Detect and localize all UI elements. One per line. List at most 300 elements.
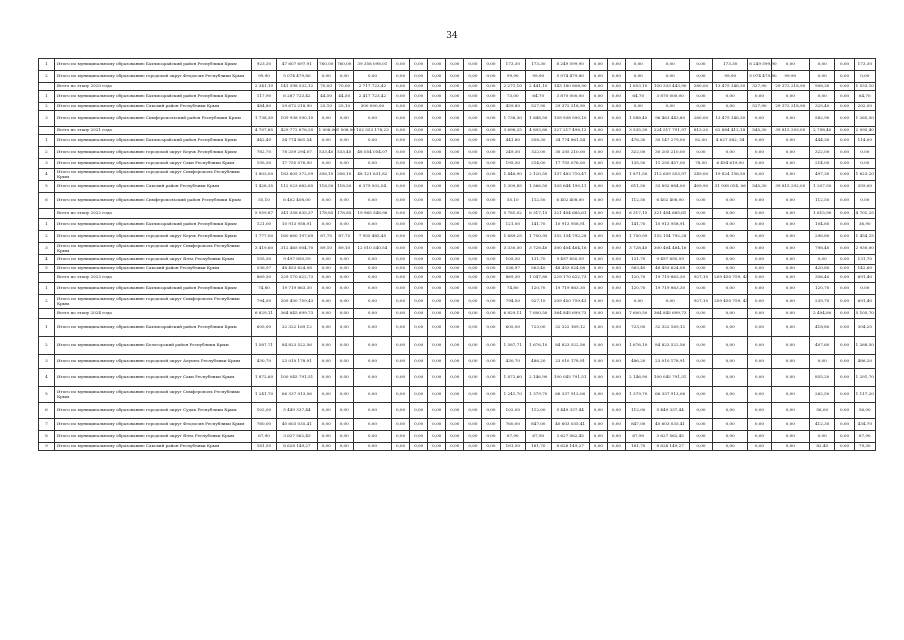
table-cell: 0,00 bbox=[771, 159, 809, 169]
table-cell: 3 698,25 bbox=[500, 127, 526, 135]
table-cell: 300 000,00 bbox=[353, 103, 391, 111]
table-cell: 5 074 479,80 bbox=[748, 71, 771, 83]
table-cell: 0,00 bbox=[482, 209, 500, 219]
table-cell: 0,00 bbox=[713, 309, 748, 319]
table-cell: 32 322 169,12 bbox=[551, 319, 589, 337]
table-cell: 0,00 bbox=[428, 355, 446, 369]
table-cell: 459,80 bbox=[500, 103, 526, 111]
table-cell: 0,00 bbox=[482, 219, 500, 231]
table-cell: 536,97 bbox=[500, 265, 526, 273]
table-cell: 0,00 bbox=[317, 295, 335, 309]
table-cell: 0,00 bbox=[748, 91, 771, 103]
table-total-row bbox=[39, 209, 876, 219]
table-cell: 0,00 bbox=[392, 273, 410, 283]
table-cell: 173,30 bbox=[500, 59, 526, 71]
table-cell: 23 010 178,91 bbox=[277, 355, 317, 369]
table-cell: 691,40 bbox=[854, 295, 875, 309]
table-cell: 0,00 bbox=[392, 369, 410, 387]
table-cell: 359,00 bbox=[854, 181, 875, 193]
table-cell: 0,00 bbox=[835, 111, 854, 127]
table-cell: 11 250 457,00 bbox=[651, 159, 689, 169]
table-cell: 0,00 bbox=[428, 71, 446, 83]
table-cell: 0,00 bbox=[317, 193, 335, 209]
table-cell: 908,30 bbox=[809, 83, 835, 91]
table-cell: 89,10 bbox=[335, 243, 353, 255]
table-cell: 0,00 bbox=[428, 337, 446, 355]
table-cell: 0,00 bbox=[607, 255, 625, 265]
table-cell: 300 404 464,16 bbox=[551, 243, 589, 255]
table-cell: 0,00 bbox=[589, 273, 607, 283]
table-cell: 760,00 bbox=[335, 59, 353, 71]
table-cell: 229 170 622,73 bbox=[551, 273, 589, 283]
table-cell: 0,00 bbox=[589, 283, 607, 295]
table-cell: 0,00 bbox=[689, 419, 712, 431]
table-cell: 723,00 bbox=[625, 319, 651, 337]
municipality-name: Всего по этапу 2023 года bbox=[54, 273, 251, 283]
table-cell: 0,00 bbox=[446, 283, 464, 295]
table-cell: 0,00 bbox=[446, 71, 464, 83]
table-cell: 0,00 bbox=[771, 91, 809, 103]
table-cell: 0,00 bbox=[748, 265, 771, 273]
table-cell: 533,40 bbox=[317, 147, 335, 159]
row-number: 5 bbox=[39, 387, 55, 403]
table-cell: 0,00 bbox=[446, 169, 464, 181]
table-cell: 3 870 000,00 bbox=[651, 91, 689, 103]
row-number: 2 bbox=[39, 103, 55, 111]
table-cell: 0,00 bbox=[410, 243, 428, 255]
table-cell: 0,00 bbox=[335, 71, 353, 83]
table-cell: 0,00 bbox=[392, 209, 410, 219]
table-cell: 0,00 bbox=[482, 369, 500, 387]
table-cell: 855,20 bbox=[809, 369, 835, 387]
table-cell: 25,10 bbox=[335, 103, 353, 111]
table-cell: 0,00 bbox=[482, 273, 500, 283]
row-number: 7 bbox=[39, 419, 55, 431]
table-total-row bbox=[39, 127, 876, 135]
table-cell: 0,00 bbox=[771, 295, 809, 309]
table-cell: 0,00 bbox=[713, 209, 748, 219]
table-cell: 0,00 bbox=[335, 309, 353, 319]
table-cell: 0,00 bbox=[771, 355, 809, 369]
table-cell: 141,70 bbox=[625, 219, 651, 231]
table-cell: 0,00 bbox=[771, 403, 809, 419]
table-cell: 0,00 bbox=[589, 91, 607, 103]
table-cell: 0,00 bbox=[482, 111, 500, 127]
table-cell: 55,10 bbox=[500, 193, 526, 209]
table-cell: 31 938 014, 06 bbox=[713, 181, 748, 193]
table-cell: 2 798,40 bbox=[809, 127, 835, 135]
table-row bbox=[39, 443, 876, 451]
table-cell: 0,00 bbox=[771, 59, 809, 71]
table-cell: 0,00 bbox=[835, 387, 854, 403]
table-cell: 9 497 850,59 bbox=[551, 255, 589, 265]
table-cell: 112 659 553,97 bbox=[651, 169, 689, 181]
table-cell: 0,00 bbox=[771, 369, 809, 387]
table-cell: 429 772 676,35 bbox=[277, 127, 317, 135]
table-cell: 0,00 bbox=[748, 135, 771, 147]
table-cell: 40 603 035,41 bbox=[651, 419, 689, 431]
municipality-name: Итого по муниципальному образованию городской округ Судак Республики Крым bbox=[54, 403, 251, 419]
table-cell: 1 587,71 bbox=[500, 337, 526, 355]
table-cell: 0,00 bbox=[353, 369, 391, 387]
table-cell: 79,30 bbox=[854, 443, 875, 451]
table-cell: 0,00 bbox=[428, 255, 446, 265]
table-cell: 0,00 bbox=[589, 295, 607, 309]
table-cell: 0,00 bbox=[335, 369, 353, 387]
table-cell: 0,00 bbox=[748, 219, 771, 231]
table-cell: 84 823 522,56 bbox=[551, 337, 589, 355]
table-cell: 0,00 bbox=[713, 103, 748, 111]
table-cell: 0,00 bbox=[392, 319, 410, 337]
table-cell: 0,00 bbox=[835, 443, 854, 451]
table-cell: 100 045 791,51 bbox=[651, 369, 689, 387]
table-cell: 34 774 861,54 bbox=[277, 135, 317, 147]
table-cell: 0,00 bbox=[446, 231, 464, 243]
table-cell: 0,00 bbox=[464, 181, 482, 193]
table-cell: 0,00 bbox=[428, 59, 446, 71]
table-cell: 0,00 bbox=[335, 419, 353, 431]
row-number: 1 bbox=[39, 59, 55, 71]
municipality-name: Итого по муниципальному образованию Бахчисарайский район Республики Крым bbox=[54, 283, 251, 295]
table-cell: 0,00 bbox=[854, 71, 875, 83]
table-cell: 0,00 bbox=[410, 369, 428, 387]
table-cell: 0,00 bbox=[317, 219, 335, 231]
row-number: 1 bbox=[39, 91, 55, 103]
row-number: 3 bbox=[39, 355, 55, 369]
table-cell: 0,00 bbox=[835, 243, 854, 255]
table-cell: 0,00 bbox=[428, 231, 446, 243]
table-cell: 0,00 bbox=[713, 443, 748, 451]
table-row bbox=[39, 159, 876, 169]
table-cell: 0,00 bbox=[392, 127, 410, 135]
table-cell: 141,70 bbox=[526, 219, 552, 231]
table-cell: 782,70 bbox=[251, 147, 277, 159]
table-cell: 0,00 bbox=[689, 91, 712, 103]
table-cell: 100 333 443,90 bbox=[651, 83, 689, 91]
municipality-name: Всего по этапу 2024 года bbox=[54, 309, 251, 319]
table-cell: 1 241,70 bbox=[251, 387, 277, 403]
table-row bbox=[39, 419, 876, 431]
table-cell: 0,00 bbox=[446, 147, 464, 159]
table-cell: 8 628 149,27 bbox=[551, 443, 589, 451]
table-cell: 847,00 bbox=[526, 419, 552, 431]
table-cell: 120,70 bbox=[625, 283, 651, 295]
table-cell: 0,00 bbox=[482, 169, 500, 181]
table-cell: 135,50 bbox=[625, 159, 651, 169]
table-cell: 3 728,40 bbox=[526, 243, 552, 255]
table-row bbox=[39, 111, 876, 127]
row-number: 6 bbox=[39, 193, 55, 209]
table-cell: 0,00 bbox=[446, 265, 464, 273]
row-number: 5 bbox=[39, 181, 55, 193]
table-cell: 82,00 bbox=[689, 135, 712, 147]
table-cell: 0,00 bbox=[607, 355, 625, 369]
table-cell: 407,60 bbox=[809, 337, 835, 355]
table-cell: 3 627 562,45 bbox=[651, 431, 689, 443]
table-cell: 0,00 bbox=[317, 265, 335, 273]
table-cell: 47 607 697,91 bbox=[277, 59, 317, 71]
table-cell: 0,00 bbox=[771, 209, 809, 219]
table-cell: 691,40 bbox=[854, 273, 875, 283]
table-cell: 0,00 bbox=[625, 103, 651, 111]
table-cell: 760,00 bbox=[317, 59, 335, 71]
table-cell: 486,20 bbox=[526, 355, 552, 369]
row-number: 9 bbox=[39, 443, 55, 451]
table-cell: 6 379 502,54 bbox=[353, 181, 391, 193]
table-cell: 67,90 bbox=[625, 431, 651, 443]
table-cell: 605,00 bbox=[251, 319, 277, 337]
table-cell: 364 845 699,73 bbox=[277, 309, 317, 319]
table-cell: 0,00 bbox=[651, 103, 689, 111]
table-cell: 869,30 bbox=[500, 273, 526, 283]
table-cell: 0,00 bbox=[428, 103, 446, 111]
table-cell: 0,00 bbox=[446, 273, 464, 283]
table-cell: 0,00 bbox=[589, 127, 607, 135]
row-number: 2 bbox=[39, 337, 55, 355]
row-number: 3 bbox=[39, 243, 55, 255]
table-cell: 563,40 bbox=[526, 265, 552, 273]
table-cell: 0,00 bbox=[835, 181, 854, 193]
table-cell: 3 728,40 bbox=[625, 243, 651, 255]
table-cell: 64,70 bbox=[854, 91, 875, 103]
table-cell: 322,00 bbox=[809, 147, 835, 159]
table-cell: 0,00 bbox=[589, 147, 607, 159]
table-cell: 813,20 bbox=[689, 127, 712, 135]
table-cell: 0,00 bbox=[446, 403, 464, 419]
table-cell: 5 781,02 bbox=[500, 209, 526, 219]
table-cell: 112 023 682,65 bbox=[277, 181, 317, 193]
table-cell: 109 938 590,10 bbox=[551, 111, 589, 127]
table-cell: 0,00 bbox=[835, 209, 854, 219]
table-cell: 0,00 bbox=[835, 231, 854, 243]
table-cell: 0,00 bbox=[392, 83, 410, 91]
table-cell: 0,00 bbox=[771, 265, 809, 273]
table-cell: 0,00 bbox=[589, 243, 607, 255]
table-cell: 0,00 bbox=[410, 443, 428, 451]
table-cell: 300 404 464,16 bbox=[651, 243, 689, 255]
table-row bbox=[39, 147, 876, 159]
table-cell: 0,00 bbox=[607, 169, 625, 181]
table-cell: 0,00 bbox=[835, 319, 854, 337]
table-cell: 0,00 bbox=[335, 273, 353, 283]
table-cell: 0,00 bbox=[589, 219, 607, 231]
table-cell: 29 672 218,90 bbox=[277, 103, 317, 111]
table-cell: 8 249 599,90 bbox=[748, 59, 771, 71]
table-cell: 78,50 bbox=[689, 159, 712, 169]
table-row bbox=[39, 231, 876, 243]
table-cell: 10 913 958,91 bbox=[651, 219, 689, 231]
table-cell: 304,20 bbox=[854, 319, 875, 337]
page-number: 34 bbox=[446, 31, 458, 41]
table-cell: 0,00 bbox=[410, 309, 428, 319]
table-cell: 0,00 bbox=[464, 193, 482, 209]
table-cell: 430,70 bbox=[251, 355, 277, 369]
table-cell: 0,00 bbox=[482, 243, 500, 255]
table-cell: 0,00 bbox=[410, 91, 428, 103]
table-cell: 430,70 bbox=[500, 355, 526, 369]
table-cell: 0,00 bbox=[713, 387, 748, 403]
municipality-name: Итого по муниципальному образованию Бахчисарайский район Республики Крым bbox=[54, 59, 251, 71]
table-cell: 1 803,00 bbox=[251, 169, 277, 181]
table-cell: 0,00 bbox=[428, 169, 446, 181]
table-cell: 70,00 bbox=[335, 83, 353, 91]
table-cell: 6 402 408,00 bbox=[651, 193, 689, 209]
table-cell: 209 450 759,43 bbox=[551, 295, 589, 309]
table-cell: 0,00 bbox=[335, 443, 353, 451]
table-cell: 1 268,50 bbox=[854, 337, 875, 355]
table-cell: 0,00 bbox=[713, 255, 748, 265]
table-cell: 0,00 bbox=[607, 111, 625, 127]
table-cell: 62 884 412,18 bbox=[713, 127, 748, 135]
table-cell: 161,70 bbox=[625, 443, 651, 451]
table-cell: 0,00 bbox=[410, 169, 428, 181]
table-cell: 0,00 bbox=[835, 147, 854, 159]
table-cell: 0,00 bbox=[317, 403, 335, 419]
table-cell: 1 446,90 bbox=[500, 169, 526, 181]
table-cell: 558,30 bbox=[526, 135, 552, 147]
table-cell: 0,00 bbox=[428, 193, 446, 209]
table-cell: 0,00 bbox=[689, 59, 712, 71]
table-cell: 0,00 bbox=[589, 83, 607, 91]
row-number: 3 bbox=[39, 159, 55, 169]
table-cell: 0,00 bbox=[464, 103, 482, 111]
table-cell: 209 450 759,43 bbox=[277, 295, 317, 309]
row-number: 5 bbox=[39, 265, 55, 273]
table-cell: 0,00 bbox=[748, 193, 771, 209]
table-cell: 0,00 bbox=[353, 111, 391, 127]
table-cell: 0,00 bbox=[607, 369, 625, 387]
table-cell: 74,80 bbox=[251, 283, 277, 295]
table-cell: 32 322 169,12 bbox=[651, 319, 689, 337]
table-cell: 64,70 bbox=[625, 91, 651, 103]
table-cell: 0,00 bbox=[748, 283, 771, 295]
table-cell: 48 453 624,08 bbox=[551, 265, 589, 273]
table-cell: 0,00 bbox=[392, 103, 410, 111]
table-cell: 3 535,30 bbox=[625, 127, 651, 135]
table-cell: 321 404 685,61 bbox=[551, 209, 589, 219]
table-cell: 794,50 bbox=[500, 295, 526, 309]
table-cell: 0,00 bbox=[464, 91, 482, 103]
table-cell: 5 105,70 bbox=[854, 309, 875, 319]
municipality-name: Итого по муниципальному образованию городской округ Симферополь Республики Крым bbox=[54, 387, 251, 403]
table-cell: 0,00 bbox=[482, 83, 500, 91]
table-cell: 0,00 bbox=[689, 283, 712, 295]
table-cell: 161,70 bbox=[526, 443, 552, 451]
table-cell: 19 719 863,30 bbox=[551, 283, 589, 295]
table-cell: 0,00 bbox=[651, 295, 689, 309]
table-cell: 1 117,20 bbox=[854, 387, 875, 403]
table-cell: 322,00 bbox=[526, 147, 552, 159]
table-cell: 2 271,10 bbox=[500, 83, 526, 91]
table-cell: 1 676,10 bbox=[625, 337, 651, 355]
table-cell: 0,00 bbox=[428, 309, 446, 319]
table-cell: 1 587,71 bbox=[251, 337, 277, 355]
table-cell: 142,60 bbox=[854, 265, 875, 273]
row-number: 2 bbox=[39, 147, 55, 159]
table-cell: 0,00 bbox=[410, 231, 428, 243]
table-cell: 0,00 bbox=[809, 255, 835, 265]
table-cell: 0,00 bbox=[353, 337, 391, 355]
table-cell: 0,00 bbox=[607, 265, 625, 273]
table-cell: 0,00 bbox=[446, 209, 464, 219]
table-cell: 73,00 bbox=[500, 91, 526, 103]
table-row bbox=[39, 255, 876, 265]
table-cell: 0,00 bbox=[317, 387, 335, 403]
table-cell: 195,30 bbox=[251, 159, 277, 169]
row-number: 2 bbox=[39, 71, 55, 83]
table-cell: 5 449 337,44 bbox=[277, 403, 317, 419]
table-cell: 0,00 bbox=[428, 295, 446, 309]
table-cell: 0,00 bbox=[771, 443, 809, 451]
table-cell: 0,00 bbox=[446, 319, 464, 337]
table-cell: 0,00 bbox=[428, 135, 446, 147]
table-cell: 0,00 bbox=[335, 265, 353, 273]
table-cell: 0,00 bbox=[713, 265, 748, 273]
municipality-name: Итого по муниципальному образованию Сакский район Республики Крым bbox=[54, 181, 251, 193]
table-cell: 0,00 bbox=[589, 319, 607, 337]
table-cell: 0,00 bbox=[410, 135, 428, 147]
table-cell: 23 010 178,91 bbox=[651, 355, 689, 369]
table-cell: 0,00 bbox=[482, 59, 500, 71]
table-cell: 0,00 bbox=[410, 319, 428, 337]
table-cell: 3 330,50 bbox=[500, 243, 526, 255]
table-cell: 160 660 197,69 bbox=[277, 231, 317, 243]
table-cell: 0,00 bbox=[353, 265, 391, 273]
table-cell: 0,00 bbox=[835, 265, 854, 273]
table-cell: 0,00 bbox=[607, 243, 625, 255]
table-cell: 923,30 bbox=[251, 59, 277, 71]
table-cell: 0,00 bbox=[689, 443, 712, 451]
table-cell: 0,00 bbox=[446, 111, 464, 127]
table-cell: 0,00 bbox=[482, 91, 500, 103]
table-cell: 0,00 bbox=[713, 337, 748, 355]
table-cell: 7 600,50 bbox=[526, 309, 552, 319]
table-cell: 0,00 bbox=[392, 387, 410, 403]
table-row bbox=[39, 193, 876, 209]
table-cell: 0,00 bbox=[464, 127, 482, 135]
table-cell: 0,00 bbox=[835, 337, 854, 355]
table-cell: 36,90 bbox=[854, 219, 875, 231]
table-cell: 249,00 bbox=[689, 169, 712, 181]
table-cell: 3 870 000,00 bbox=[551, 91, 589, 103]
table-cell: 0,00 bbox=[464, 403, 482, 419]
table-cell: 0,00 bbox=[835, 135, 854, 147]
table-cell: 0,00 bbox=[482, 193, 500, 209]
table-cell: 178,85 bbox=[335, 209, 353, 219]
table-row bbox=[39, 59, 876, 71]
table-cell: 87,75 bbox=[335, 231, 353, 243]
table-cell: 0,00 bbox=[353, 71, 391, 83]
table-cell: 2 341,10 bbox=[251, 83, 277, 91]
table-cell: 0,00 bbox=[809, 355, 835, 369]
table-cell: 2 417 723,42 bbox=[353, 91, 391, 103]
table-cell: 0,00 bbox=[771, 387, 809, 403]
table-cell: 99,90 bbox=[771, 71, 809, 83]
table-cell: 0,00 bbox=[748, 209, 771, 219]
table-cell: 545,30 bbox=[748, 127, 771, 135]
table-cell: 3 627 562,45 bbox=[551, 431, 589, 443]
municipality-name: Итого по муниципальному образованию городской округ Ялта Республики Крым bbox=[54, 255, 251, 265]
table-cell: 48 453 624,08 bbox=[651, 265, 689, 273]
table-cell: 0,00 bbox=[428, 159, 446, 169]
table-cell: 0,00 bbox=[317, 443, 335, 451]
table-cell: 1 241,70 bbox=[500, 387, 526, 403]
table-cell: 100 045 791,51 bbox=[551, 369, 589, 387]
table-cell: 0,00 bbox=[651, 59, 689, 71]
table-cell: 0,00 bbox=[464, 295, 482, 309]
table-row bbox=[39, 283, 876, 295]
table-cell: 0,00 bbox=[482, 337, 500, 355]
